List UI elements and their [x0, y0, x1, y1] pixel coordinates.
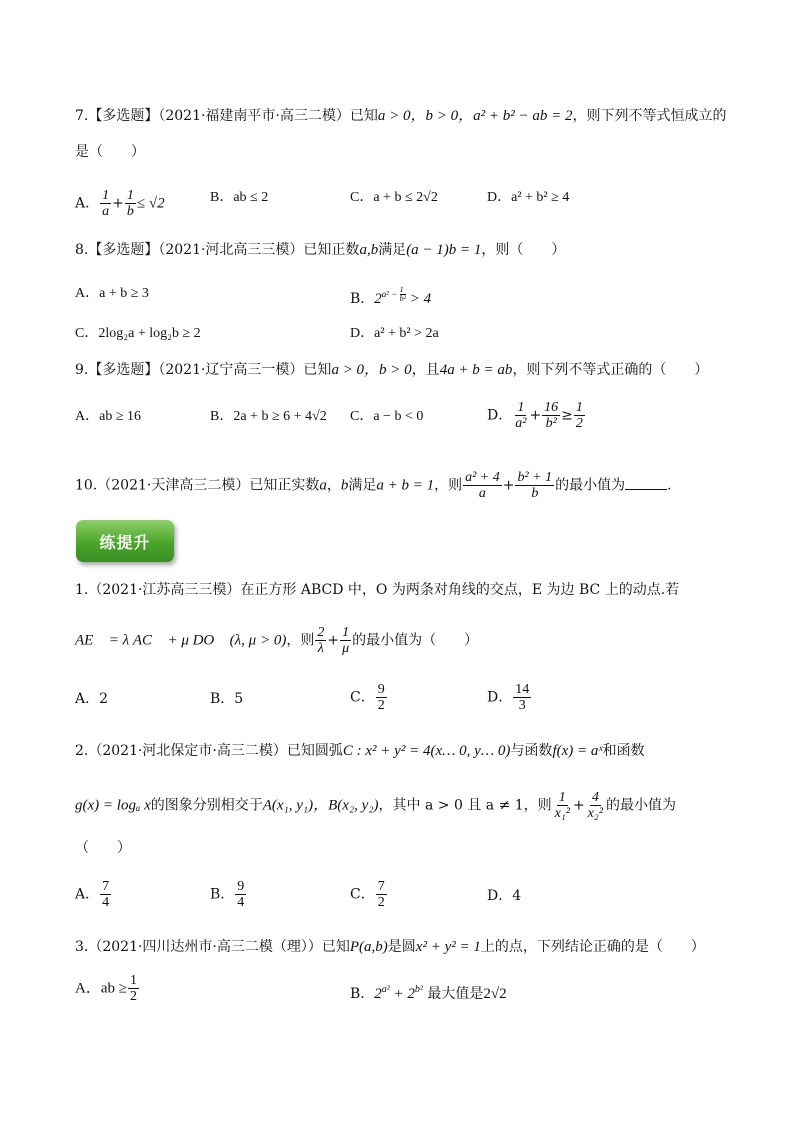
q9-option-b: B．2a + b ≥ 6 + 4√2: [210, 409, 327, 424]
p2-arc: C : x² + y² = 4(x… 0, y… 0): [342, 743, 511, 759]
p2-fx: f(x) = aˣ: [552, 743, 603, 759]
q9-eq: 4a + b = ab: [439, 362, 513, 378]
p2-gx: g(x) = logₐ x: [75, 797, 151, 814]
p2-stem-2: g(x) = logₐ x的图象分别相交于A(x₁, y₁)，B(x₂, y₂)，其中 a > 0 且 a ≠ 1，则 $\frac{1}{\text{x₁²}}$ + $\frac{4}{\text{x₂²}}$ 的最小值为: [75, 790, 676, 821]
q8-option-d: D．a² + b² > 2a: [350, 326, 439, 341]
q9-option-c: C．a − b < 0: [350, 409, 424, 424]
q7-option-d: D．a² + b² ≥ 4: [487, 190, 570, 205]
p2-points: A(x₁, y₁)，B(x₂, y₂): [262, 797, 379, 814]
p1-option-c-label: C．: [350, 689, 375, 706]
p1-stem: 1.（2021·江苏高三三模）在正方形 ABCD 中，O 为两条对角线的交点，E 为边 BC 上的动点.若: [75, 582, 680, 598]
q10-stem: 10.（2021·天津高三二模）已知正实数a，b满足a + b = 1，则 $\frac{\text{a² + 4}}{a}$ + $\frac{\text{b² + 1}}{b}$ 的最小值为 .: [75, 470, 672, 501]
q8-head: 8.【多选题】（2021·河北高三三模）已知正数: [75, 242, 360, 258]
p3-option-a: A．ab ≥ $\frac{1}{2}$: [75, 973, 137, 1004]
p2-option-a-label: A．: [75, 886, 100, 903]
p2-option-b: B． $\frac{9}{4}$: [210, 879, 245, 910]
q10-tail: 的最小值为: [555, 477, 626, 494]
frac-1-b: $\frac{1}{b}$: [126, 188, 134, 219]
p2-option-c: C． $\frac{7}{2}$: [350, 879, 385, 910]
p3-option-b-label: B．: [350, 986, 375, 1002]
q8-option-a: A．a + b ≥ 3: [75, 286, 149, 301]
q8-stem: [75, 240, 754, 260]
q10-eq: a + b = 1: [376, 477, 435, 494]
q9-cond: a > 0，b > 0: [331, 362, 412, 378]
frac-1-a: $\frac{1}{a}$: [102, 188, 110, 219]
q9-option-d-label: D．: [487, 407, 513, 424]
q9-head: 9.【多选题】（2021·辽宁高三一模）已知: [75, 362, 332, 378]
q8-option-c: C．2log₂a + log₂b ≥ 2: [75, 326, 201, 341]
q7-head: 7.【多选题】（2021·福建南平市·高三二模）已知: [75, 108, 378, 124]
p3-mid: 是圆: [387, 939, 416, 955]
q8-tail: ，则（ ）: [481, 242, 566, 258]
q7-option-a-label: A．: [75, 195, 100, 212]
q7-condition: a > 0，b > 0，a² + b² − ab = 2: [377, 108, 573, 124]
q9-tail: ，则下列不等式正确的（ ）: [512, 362, 709, 378]
p3-point: P(a,b): [349, 939, 388, 955]
p2-head: 2.（2021·河北保定市·高三二模）已知圆弧: [75, 743, 343, 759]
q7-tail: ，则下列不等式恒成立的: [572, 108, 727, 124]
p1-option-c: C． $\frac{9}{2}$: [350, 682, 385, 713]
q7-option-c: C．a + b ≤ 2√2: [350, 190, 438, 205]
p2-tail1: 和函数: [602, 743, 645, 759]
p3-option-b-value: 2√2: [483, 986, 507, 1002]
q8-mid: 满足: [378, 242, 407, 258]
p1-option-d: D． $\frac{14}{3}$: [487, 682, 530, 713]
practice-badge: 练提升: [76, 520, 174, 562]
p2-stem: [75, 741, 754, 761]
q8-option-b: B．$2^{a^2 - \frac{1}{\text{b²}}}$ > 4: [350, 285, 432, 307]
q8-option-b-label: B．: [350, 291, 375, 307]
p2-mid2: 的图象分别相交于: [150, 797, 263, 814]
q9-mid: ，且: [411, 362, 440, 378]
p2-paren: （ ）: [75, 840, 131, 856]
p3-option-a-label: A．ab ≥: [75, 980, 127, 997]
p2-option-c-label: C．: [350, 886, 375, 903]
q9-stem: [75, 360, 754, 380]
q9-option-d: D． $\frac{1}{\text{a²}}$ + $\frac{16}{\text{b²}}$ ≥ $\frac{1}{2}$: [487, 400, 583, 431]
q8-cond: a,b: [359, 242, 379, 258]
p1-option-b: B．5: [210, 691, 244, 707]
p3-tail: 上的点，下列结论正确的是（ ）: [480, 939, 705, 955]
p2-tail2: 的最小值为: [605, 797, 676, 814]
p3-head: 3.（2021·四川达州市·高三二模（理））已知: [75, 939, 350, 955]
p2-cond: ，其中 a > 0 且 a ≠ 1，则: [378, 797, 552, 814]
p2-mid: 与函数: [510, 743, 553, 759]
answer-blank[interactable]: [625, 475, 667, 490]
p2-option-d: D．4: [487, 888, 522, 904]
p2-option-a: A． $\frac{7}{4}$: [75, 879, 110, 910]
q7-stem: [75, 106, 754, 126]
p3-option-b: B．$2^{a^2} + 2^{b^2}$ 最大值是2√2: [350, 984, 507, 1002]
q7-stem-cont: 是（ ）: [75, 144, 145, 160]
p3-option-b-tail: 最大值是: [427, 986, 484, 1002]
q8-eq: (a − 1)b = 1: [406, 242, 482, 258]
p2-option-b-label: B．: [210, 886, 235, 903]
p1-option-d-label: D．: [487, 689, 513, 706]
q7-option-a: A． $\frac{1}{a}$ + $\frac{1}{b}$ ≤ √2: [75, 188, 165, 219]
p1-option-a: A．2: [75, 691, 109, 707]
q7-option-b: B．ab ≤ 2: [210, 190, 269, 205]
p1-stem-2: AE⃗ = λ AC⃗ + μ DO⃗ (λ, μ > 0)，则 $\frac{2}{\lambda}$ + $\frac{1}{\mu}$ 的最小值为（ ）: [75, 625, 479, 656]
q10-mid: 满足: [348, 477, 377, 494]
p3-stem: [75, 937, 754, 957]
q10-head: 10.（2021·天津高三二模）已知正实数: [75, 477, 320, 494]
p1-tail: 的最小值为（ ）: [352, 632, 479, 649]
q9-option-a: A．ab ≥ 16: [75, 409, 142, 424]
p3-circle: x² + y² = 1: [415, 939, 481, 955]
